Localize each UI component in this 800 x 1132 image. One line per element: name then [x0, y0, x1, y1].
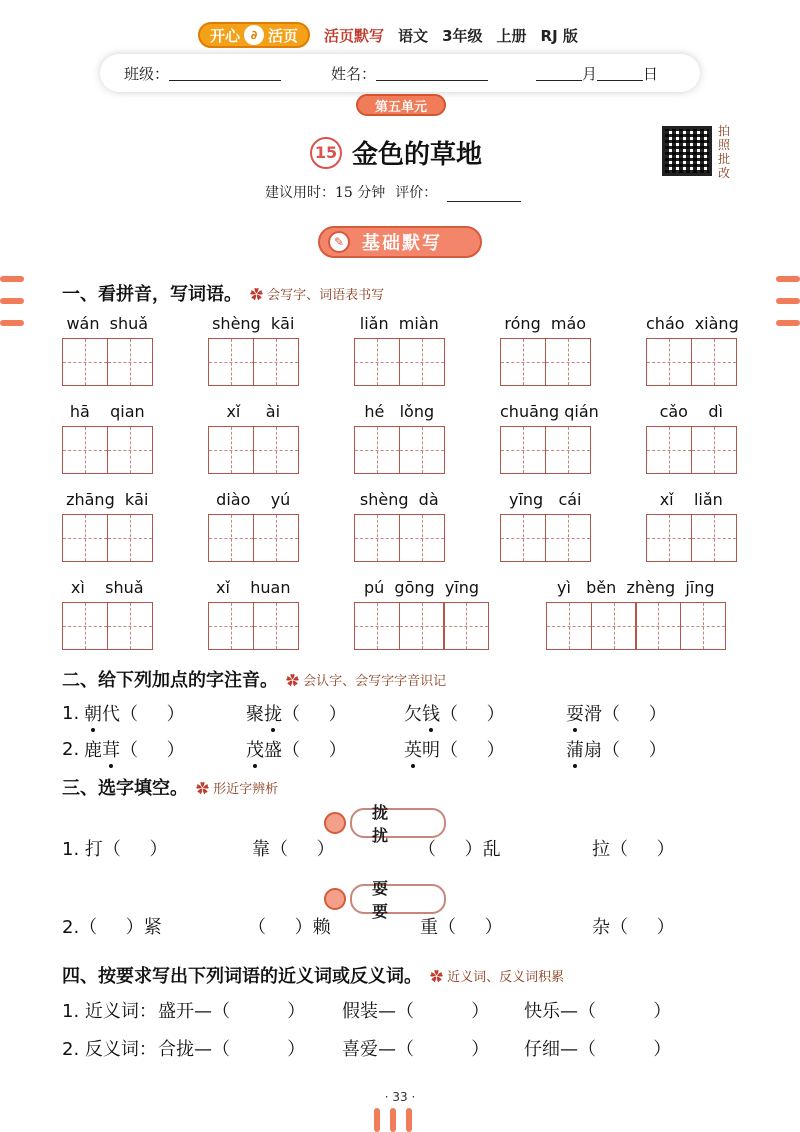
tian-grid-cell[interactable] [253, 426, 299, 474]
q2-item-text: （ ） [282, 704, 347, 725]
month-label: 月 [582, 64, 598, 83]
tian-grid-cell[interactable] [500, 338, 546, 386]
q2-item-text: （ ） [440, 704, 505, 725]
tian-grid-cell[interactable] [253, 338, 299, 386]
side-decoration [776, 320, 800, 326]
header-bar [198, 20, 618, 50]
qr-caption-char: 改 [718, 166, 731, 180]
pinyin-label: liǎn miàn [359, 314, 439, 333]
q2-row [62, 736, 702, 762]
pinyin-label: yì běn zhèng jīng [556, 578, 715, 597]
product-name: 活页默写 [324, 26, 385, 45]
volume: 上册 [496, 26, 527, 45]
tian-grid-cell[interactable] [399, 426, 445, 474]
pinyin-writing-item [62, 402, 153, 474]
page-number: · 33 · [384, 1090, 416, 1104]
tian-grid [646, 338, 737, 386]
pinyin-writing-item [354, 490, 445, 562]
pinyin-label: cǎo dì [659, 402, 723, 421]
q4-item[interactable]: 假装—（ ） [342, 1001, 490, 1022]
q3-item[interactable]: 靠（ ） [252, 839, 335, 860]
q3-item[interactable]: 2.（ ）紧 [62, 917, 162, 938]
q3-group1-label [324, 803, 446, 845]
q1-heading [62, 280, 384, 306]
pinyin-writing-item [546, 578, 726, 650]
q2-item[interactable] [404, 736, 505, 762]
pinyin-label: shèng kāi [212, 314, 295, 333]
q4-item[interactable]: 合拢—（ ） [158, 1039, 306, 1060]
tian-grid-cell[interactable] [62, 338, 108, 386]
tian-grid-cell[interactable] [635, 602, 681, 650]
tian-grid-cell[interactable] [354, 514, 400, 562]
class-field[interactable] [169, 65, 281, 81]
q2-tag: ✿ 会认字、会写字字音识记 [286, 670, 446, 689]
dotted-character: 朝 [84, 700, 102, 726]
q2-item[interactable] [84, 736, 185, 762]
pinyin-label: cháo xiàng [646, 314, 739, 333]
q3-item[interactable]: 1. 打（ ） [62, 839, 168, 860]
bottom-decoration [374, 1108, 412, 1132]
tian-grid-cell[interactable] [62, 514, 108, 562]
q4-row-label: 1. 近义词： [62, 1001, 157, 1022]
tian-grid [646, 426, 737, 474]
tian-grid [354, 602, 489, 650]
q2-item[interactable] [246, 736, 347, 762]
pinyin-label: yīng cái [508, 490, 582, 509]
lesson-number: 15 [310, 137, 342, 169]
snail-icon [324, 812, 346, 834]
q4-heading-text: 四、按要求写出下列词语的近义词或反义词。 [62, 966, 422, 987]
tian-grid-cell[interactable] [253, 514, 299, 562]
q2-item[interactable] [566, 700, 667, 726]
q2-item[interactable] [566, 736, 667, 762]
pinyin-writing-item [500, 314, 591, 386]
q3-group2-label [324, 879, 446, 921]
pinyin-writing-item [500, 490, 591, 562]
q4-item[interactable]: 仔细—（ ） [524, 1039, 672, 1060]
pinyin-label: shèng dà [359, 490, 439, 509]
q2-item-text: 聚 [246, 704, 264, 725]
edition: RJ 版 [540, 26, 578, 45]
subject: 语文 [398, 26, 429, 45]
q2-item[interactable] [404, 700, 505, 726]
pinyin-label: diào yú [216, 490, 291, 509]
q4-item[interactable]: 盛开—（ ） [158, 1001, 306, 1022]
q3-item[interactable]: 拉（ ） [592, 839, 675, 860]
tian-grid-cell[interactable] [399, 338, 445, 386]
lesson-title-area [310, 134, 482, 171]
tian-grid-cell[interactable] [62, 426, 108, 474]
pinyin-writing-item [646, 314, 737, 386]
pinyin-label: zhāng kāi [66, 490, 149, 509]
q3-item[interactable]: 杂（ ） [592, 917, 675, 938]
tian-grid-cell[interactable] [691, 426, 737, 474]
tian-grid-cell[interactable] [500, 426, 546, 474]
q2-item-text: 盛（ ） [264, 740, 347, 761]
pinyin-label: xǐ liǎn [659, 490, 723, 509]
q3-item[interactable]: （ ）赖 [248, 917, 331, 938]
evaluation-label: 评价： [395, 185, 438, 201]
dotted-character: 茂 [246, 736, 264, 762]
tian-grid-cell[interactable] [354, 602, 400, 650]
tian-grid-cell[interactable] [107, 602, 153, 650]
q2-item-text: 滑（ ） [584, 704, 667, 725]
section-banner-label: 基础默写 [362, 233, 442, 254]
bottom-bar [406, 1108, 412, 1132]
q2-item-text: 明（ ） [422, 740, 505, 761]
unit-tag: 第五单元 [356, 94, 446, 116]
brand-logo [198, 22, 310, 48]
bottom-bar [374, 1108, 380, 1132]
evaluation-field[interactable] [447, 188, 521, 202]
meta-line [265, 182, 521, 202]
dotted-character: 英 [404, 736, 422, 762]
pinyin-writing-item [354, 578, 489, 650]
q3-heading-text: 三、选字填空。 [62, 778, 188, 799]
tian-grid-cell[interactable] [591, 602, 637, 650]
q2-item-text: 欠 [404, 704, 422, 725]
pinyin-label: xǐ huan [216, 578, 291, 597]
pinyin-label: xǐ ài [226, 402, 281, 421]
tian-grid-cell[interactable] [691, 338, 737, 386]
tian-grid [500, 514, 591, 562]
qr-caption [718, 124, 736, 180]
class-label: 班级： [124, 64, 170, 83]
tian-grid-cell[interactable] [500, 514, 546, 562]
q2-item-text: （ ） [120, 740, 185, 761]
q3-tag: ✿ 形近字辨析 [196, 778, 278, 797]
q4-item[interactable]: 快乐—（ ） [524, 1001, 672, 1022]
pencil-icon: ✎ [328, 231, 350, 253]
tian-grid-cell[interactable] [443, 602, 489, 650]
side-decoration [0, 276, 24, 282]
q1-tag: ✿ 会写字、词语表书写 [250, 284, 384, 303]
tian-grid-cell[interactable] [62, 602, 108, 650]
tian-grid-cell[interactable] [545, 514, 591, 562]
pinyin-writing-item [208, 402, 299, 474]
tian-grid-cell[interactable] [546, 602, 592, 650]
section-banner [318, 226, 482, 258]
qr-caption-char: 拍 [718, 124, 731, 138]
tian-grid-cell[interactable] [399, 514, 445, 562]
side-decoration [0, 298, 24, 304]
side-decoration [776, 276, 800, 282]
tian-grid [354, 426, 445, 474]
tian-grid [646, 514, 737, 562]
pinyin-writing-item [208, 314, 299, 386]
q2-item-text: 鹿 [84, 740, 102, 761]
pinyin-label: hé lǒng [364, 402, 435, 421]
tian-grid-cell[interactable] [646, 426, 692, 474]
tian-grid [208, 338, 299, 386]
q3-group2-chars: 耍 要 [350, 884, 446, 914]
pinyin-writing-item [62, 314, 153, 386]
tian-grid-cell[interactable] [208, 338, 254, 386]
pinyin-label: xì shuǎ [70, 578, 144, 597]
tian-grid-cell[interactable] [545, 426, 591, 474]
q3-item[interactable]: 重（ ） [420, 917, 503, 938]
tian-grid [62, 426, 153, 474]
tian-grid [546, 602, 726, 650]
dotted-character: 拢 [264, 700, 282, 726]
pinyin-label: pú gōng yīng [363, 578, 480, 597]
tian-grid-cell[interactable] [107, 426, 153, 474]
q3-item[interactable]: （ ）乱 [418, 839, 501, 860]
tian-grid-cell[interactable] [646, 338, 692, 386]
tian-grid-cell[interactable] [545, 338, 591, 386]
snail-icon [324, 888, 346, 910]
q2-heading-text: 二、给下列加点的字注音。 [62, 670, 278, 691]
q4-item[interactable]: 喜爱—（ ） [342, 1039, 490, 1060]
pinyin-label: chuāng qián [500, 402, 599, 421]
q2-item[interactable] [246, 700, 347, 726]
q4-tag: ✿ 近义词、反义词积累 [430, 966, 564, 985]
qr-caption-char: 批 [718, 152, 731, 166]
tian-grid-cell[interactable] [107, 338, 153, 386]
tian-grid-cell[interactable] [680, 602, 726, 650]
tian-grid-cell[interactable] [107, 514, 153, 562]
pinyin-writing-item [500, 402, 599, 474]
tian-grid-cell[interactable] [399, 602, 445, 650]
tian-grid-cell[interactable] [208, 426, 254, 474]
q3-heading [62, 774, 278, 800]
tian-grid [208, 426, 299, 474]
side-decoration [776, 298, 800, 304]
name-field[interactable] [376, 65, 488, 81]
q2-item-text: 扇（ ） [584, 740, 667, 761]
tian-grid [62, 602, 153, 650]
brand-logo-suffix: 活页 [268, 26, 299, 45]
pinyin-writing-item [208, 490, 299, 562]
tian-grid-cell[interactable] [208, 602, 254, 650]
pinyin-label: wán shuǎ [66, 314, 149, 333]
tian-grid [62, 514, 153, 562]
side-decoration [0, 320, 24, 326]
tian-grid [500, 338, 591, 386]
suggested-time: 建议用时：15 分钟 [265, 185, 386, 201]
q2-item[interactable] [84, 700, 185, 726]
dotted-character: 蒲 [566, 736, 584, 762]
pinyin-writing-item [62, 578, 153, 650]
pinyin-writing-item [62, 490, 153, 562]
q2-row-number: 1. [62, 702, 80, 724]
bottom-bar [390, 1108, 396, 1132]
qr-caption-char: 照 [718, 138, 731, 152]
tian-grid-cell[interactable] [354, 426, 400, 474]
q2-row [62, 700, 702, 726]
dotted-character: 耍 [566, 700, 584, 726]
tian-grid-cell[interactable] [208, 514, 254, 562]
q1-heading-text: 一、看拼音，写词语。 [62, 284, 242, 305]
q2-heading [62, 666, 446, 692]
tian-grid-cell[interactable] [354, 338, 400, 386]
pinyin-writing-item [646, 490, 737, 562]
pinyin-label: róng máo [504, 314, 587, 333]
dotted-character: 钱 [422, 700, 440, 726]
q4-row2 [62, 1036, 702, 1060]
day-field[interactable] [597, 65, 643, 81]
lesson-title: 金色的草地 [352, 140, 483, 170]
brand-logo-icon: ∂ [244, 25, 264, 45]
pinyin-label: hā qian [69, 402, 145, 421]
tian-grid [208, 514, 299, 562]
pinyin-writing-item [354, 314, 445, 386]
student-info-bar [100, 54, 700, 92]
tian-grid [62, 338, 153, 386]
q2-item-text: 代（ ） [102, 704, 185, 725]
q4-row1 [62, 998, 702, 1022]
name-label: 姓名： [331, 64, 377, 83]
tian-grid [354, 338, 445, 386]
day-label: 日 [643, 64, 659, 83]
grade: 3年级 [442, 26, 483, 45]
pinyin-writing-item [646, 402, 737, 474]
q3-group1-chars: 拢 扰 [350, 808, 446, 838]
tian-grid [354, 514, 445, 562]
tian-grid [208, 602, 299, 650]
q4-row-label: 2. 反义词： [62, 1039, 157, 1060]
qr-code-icon[interactable] [662, 126, 712, 176]
dotted-character: 茸 [102, 736, 120, 762]
pinyin-writing-item [208, 578, 299, 650]
tian-grid [500, 426, 591, 474]
month-field[interactable] [536, 65, 582, 81]
pinyin-writing-item [354, 402, 445, 474]
tian-grid-cell[interactable] [253, 602, 299, 650]
tian-grid-cell[interactable] [646, 514, 692, 562]
tian-grid-cell[interactable] [691, 514, 737, 562]
q2-row-number: 2. [62, 738, 80, 760]
q4-heading [62, 962, 564, 988]
brand-logo-text: 开心 [210, 26, 241, 45]
